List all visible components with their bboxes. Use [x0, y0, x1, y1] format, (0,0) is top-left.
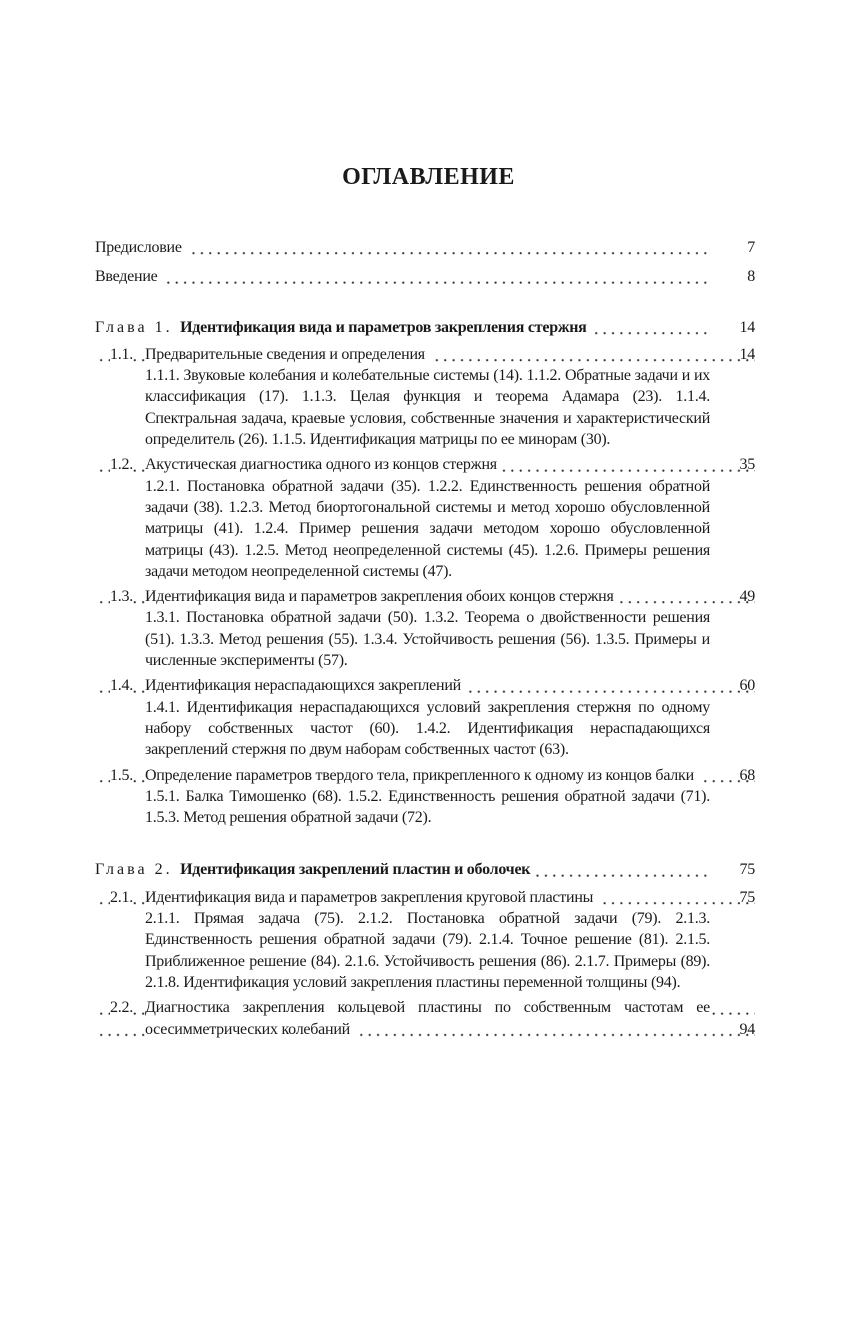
toc-entry-preface[interactable]	[95, 237, 755, 258]
section-page: 75	[739, 888, 755, 906]
section-title: Идентификация вида и параметров закрепления круговой пластины	[145, 889, 598, 906]
entry-page: 8	[747, 268, 755, 286]
entry-page: 7	[747, 239, 755, 256]
toc-chapter[interactable]	[95, 317, 755, 338]
chapter-label: Глава 2.	[95, 861, 173, 879]
section-number: 1.1.	[110, 344, 133, 365]
chapter-label: Глава 1.	[95, 318, 173, 336]
chapter-title: Идентификация вида и параметров закрепления стержня	[180, 318, 587, 336]
section-page: 94	[739, 1020, 755, 1038]
toc-chapter[interactable]	[95, 859, 755, 880]
section-number: 1.4.	[110, 675, 133, 696]
subsection-list: 2.1.1. Прямая задача (75). 2.1.2. Постановка обратной задачи (79). 2.1.3. Единственность решения обратной задачи (79). 2.1.4. Точное решение (81). 2.1.5. Приближенное решение (84). 2.1.6. Устойчивость решения (86). 2.1.7. Примеры (89). 2.1.8. Идентификация условий закрепления пластины переменной толщины (94).	[145, 910, 710, 991]
toc-section[interactable]	[95, 765, 755, 829]
section-title: Определение параметров твердого тела, прикрепленного к одному из концов балки	[145, 767, 699, 784]
section-title: Идентификация вида и параметров закрепления обоих концов стержня	[145, 588, 619, 605]
section-number: 2.1.	[110, 887, 133, 908]
page-title: ОГЛАВЛЕНИЕ	[342, 164, 515, 190]
toc-section[interactable]	[95, 997, 755, 1040]
section-page: 60	[739, 677, 755, 695]
chapter-page: 14	[739, 318, 755, 336]
table-of-contents	[95, 237, 755, 1040]
section-title: Идентификация нераспадающихся закреплений	[145, 677, 466, 694]
subsection-list: 1.2.1. Постановка обратной задачи (35). 1.2.2. Единственность решения обратной задачи (38). 1.2.3. Метод биортогональной системы и метод хорошо обусловленной матрицы (41). 1.2.4. Пример решения задачи методом хорошо обусловленной матрицы (43). 1.2.5. Метод неопределенной системы (45). 1.2.6. Примеры решения задачи методом неопределенной системы (47).	[145, 477, 710, 580]
entry-title: Предисловие	[95, 239, 187, 256]
chapter-page: 75	[739, 861, 755, 879]
subsection-list: 1.5.1. Балка Тимошенко (68). 1.5.2. Единственность решения обратной задачи (71). 1.5.3. Метод решения обратной задачи (72).	[145, 787, 710, 827]
section-number: 1.5.	[110, 765, 133, 786]
toc-section[interactable]	[95, 344, 755, 450]
section-page: 68	[739, 766, 755, 784]
section-number: 1.2.	[110, 454, 133, 475]
chapter-title: Идентификация закреплений пластин и оболочек	[180, 861, 531, 879]
toc-section[interactable]	[95, 887, 755, 993]
toc-section[interactable]	[95, 675, 755, 760]
section-page: 49	[739, 588, 755, 606]
subsection-list: 1.4.1. Идентификация нераспадающихся условий закрепления стержня по одному набору собственных частот (60). 1.4.2. Идентификация нераспадающихся закреплений стержня по двум наборам собственных частот (63).	[145, 698, 710, 759]
entry-title: Введение	[95, 268, 163, 285]
section-page: 14	[739, 345, 755, 363]
section-number: 2.2.	[110, 997, 133, 1018]
section-number: 1.3.	[110, 586, 133, 607]
toc-section[interactable]	[95, 586, 755, 671]
section-title: Предварительные сведения и определения	[145, 346, 430, 363]
section-page: 35	[739, 456, 755, 474]
section-title: Акустическая диагностика одного из концов стержня	[145, 456, 502, 473]
toc-section[interactable]	[95, 454, 755, 582]
toc-entry-introduction[interactable]	[95, 266, 755, 287]
section-title: Диагностика закрепления кольцевой пластины по собственным частотам ее осесимметрических колебаний	[145, 999, 710, 1038]
subsection-list: 1.1.1. Звуковые колебания и колебательные системы (14). 1.1.2. Обратные задачи и их классификация (17). 1.1.3. Целая функция и теорема Адамара (23). 1.1.4. Спектральная задача, краевые условия, собственные значения и характеристический определитель (26). 1.1.5. Идентификация матрицы по ее минорам (30).	[145, 367, 710, 449]
subsection-list: 1.3.1. Постановка обратной задачи (50). 1.3.2. Теорема о двойственности решения (51). 1.3.3. Метод решения (55). 1.3.4. Устойчивость решения (56). 1.3.5. Примеры и численные эксперименты (57).	[145, 609, 710, 670]
